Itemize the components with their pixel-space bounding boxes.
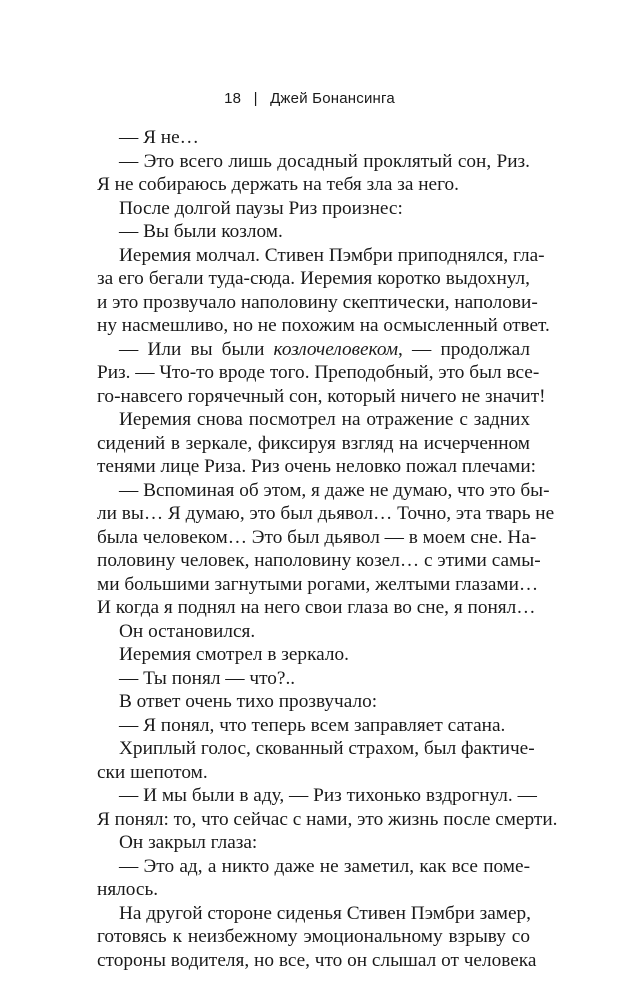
text-line: — Это всего лишь досадный проклятый сон, Риз. <box>119 150 530 172</box>
page-number: 18 <box>224 90 242 107</box>
text-line: В ответ очень тихо прозвучало: <box>119 691 378 712</box>
text-line: за его бегали туда-сюда. Иеремия коротко выдохнул, <box>97 268 530 289</box>
text-line: сидений в зеркале, фиксируя взгляд на исчерченном <box>97 432 530 454</box>
author-name: Джей Бонансинга <box>270 90 395 107</box>
text-line: — Я понял, что теперь всем заправляет сатана. <box>119 714 506 736</box>
text-line: И когда я поднял на него свои глаза во сне, я понял… <box>97 597 536 618</box>
text-line: — Ты понял — что?.. <box>119 667 296 689</box>
text-line: — И мы были в аду, — Риз тихонько вздрогнул. — <box>119 785 537 806</box>
text-line: ски шепотом. <box>97 761 208 783</box>
text-line: После долгой паузы Риз произнес: <box>119 197 403 219</box>
text-segment: — Или вы были <box>119 338 274 360</box>
text-line <box>97 338 530 362</box>
text-line: половину человек, наполовину козел… с этими самы- <box>97 550 541 571</box>
text-line: Я не собираюсь держать на тебя зла за него. <box>97 174 459 195</box>
text-line: Он закрыл глаза: <box>119 832 258 853</box>
body-text <box>97 126 558 972</box>
text-line: Я понял: то, что сейчас с нами, это жизнь после смерти. <box>97 808 558 830</box>
text-line: Иеремия молчал. Стивен Пэмбри приподнялся, гла- <box>119 244 545 266</box>
text-line: — Это ад, а никто даже не заметил, как все поме- <box>119 855 530 877</box>
header-separator: | <box>253 90 258 107</box>
text-line: — Вспоминая об этом, я даже не думаю, что это бы- <box>119 479 550 501</box>
text-line: готовясь к неизбежному эмоциональному взрыву со <box>97 926 530 947</box>
text-line: Он остановился. <box>119 620 256 642</box>
text-line: Иеремия снова посмотрел на отражение с задних <box>119 409 530 430</box>
text-line: На другой стороне сиденья Стивен Пэмбри замер, <box>119 902 531 924</box>
text-line: тенями лице Риза. Риз очень неловко пожал плечами: <box>97 456 537 477</box>
text-line: была человеком… Это был дьявол — в моем сне. На- <box>97 526 537 548</box>
text-line: го-навсего горячечный сон, который ничего не значит! <box>97 385 546 407</box>
text-line: ми большими загнутыми рогами, желтыми глазами… <box>97 573 539 595</box>
text-line: стороны водителя, но все, что он слышал от человека <box>97 949 537 971</box>
text-line: Хриплый голос, скованный страхом, был фактиче- <box>119 738 535 759</box>
text-segment: , — продолжал <box>398 338 530 360</box>
text-line: — Вы были козлом. <box>119 221 283 242</box>
text-line: — Я не… <box>119 127 199 148</box>
italic-term: козлочеловеком <box>273 338 399 360</box>
text-line: Риз. — Что-то вроде того. Преподобный, это был все- <box>97 362 540 383</box>
text-line: и это прозвучало наполовину скептически, наполови- <box>97 291 538 313</box>
text-line: нялось. <box>97 879 159 900</box>
text-line: Иеремия смотрел в зеркало. <box>119 644 349 665</box>
text-line: ли вы… Я думаю, это был дьявол… Точно, эта тварь не <box>97 503 555 524</box>
running-head <box>0 90 619 107</box>
text-line: ну насмешливо, но не похожим на осмысленный ответ. <box>97 315 550 336</box>
